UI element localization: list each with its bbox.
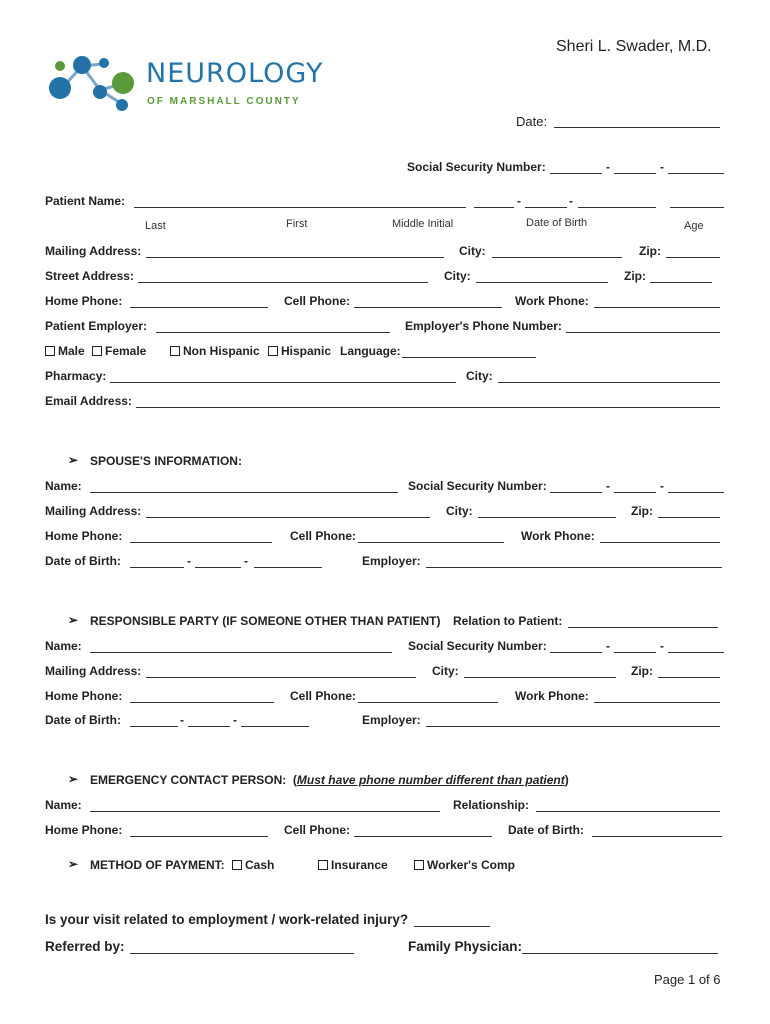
spouse-ssn-2[interactable] <box>614 492 656 493</box>
spouse-employer-field[interactable] <box>426 567 722 568</box>
logo-subtitle: OF MARSHALL COUNTY <box>147 96 301 107</box>
sub-middle: Middle Initial <box>392 218 454 230</box>
emergency-bullet-icon: ➢ <box>68 772 79 786</box>
responsible-city-field[interactable] <box>464 677 616 678</box>
emergency-home-phone-field[interactable] <box>130 836 268 837</box>
ssn-field-1[interactable] <box>550 173 602 174</box>
street-zip-label: Zip: <box>624 269 646 283</box>
spouse-name-label: Name: <box>45 479 82 493</box>
referred-field[interactable] <box>130 953 354 954</box>
spouse-dob-label: Date of Birth: <box>45 554 121 568</box>
insurance-option[interactable]: Insurance <box>318 858 388 872</box>
page-number: Page 1 of 6 <box>654 972 721 987</box>
language-field[interactable] <box>402 357 536 358</box>
cash-option[interactable]: Cash <box>232 858 274 872</box>
pharmacy-label: Pharmacy: <box>45 369 107 383</box>
non-hispanic-checkbox[interactable] <box>170 346 180 356</box>
employer-phone-label: Employer's Phone Number: <box>405 319 562 333</box>
pharmacy-city-field[interactable] <box>498 382 720 383</box>
responsible-ssn-1[interactable] <box>550 652 602 653</box>
non-hispanic-option[interactable]: Non Hispanic <box>170 344 260 358</box>
dob-field-1[interactable] <box>474 207 514 208</box>
emergency-cell-phone-label: Cell Phone: <box>284 823 351 837</box>
responsible-mailing-field[interactable] <box>146 677 416 678</box>
responsible-employer-field[interactable] <box>426 726 720 727</box>
responsible-zip-label: Zip: <box>631 664 653 678</box>
workers-comp-checkbox[interactable] <box>414 860 424 870</box>
pharmacy-field[interactable] <box>110 382 456 383</box>
employer-label: Patient Employer: <box>45 319 148 333</box>
responsible-bullet-icon: ➢ <box>68 613 79 627</box>
spouse-zip-label: Zip: <box>631 504 653 518</box>
responsible-name-field[interactable] <box>90 652 392 653</box>
sub-first: First <box>286 218 308 230</box>
cash-checkbox[interactable] <box>232 860 242 870</box>
responsible-home-phone-label: Home Phone: <box>45 689 123 703</box>
spouse-mailing-field[interactable] <box>146 517 430 518</box>
emergency-note: Must have phone number different than patient <box>296 773 565 787</box>
responsible-cell-phone-field[interactable] <box>358 702 498 703</box>
work-injury-label: Is your visit related to employment / work-related injury? <box>45 912 409 927</box>
sub-age: Age <box>684 220 704 232</box>
email-label: Email Address: <box>45 394 132 408</box>
email-field[interactable] <box>136 407 720 408</box>
dob-field-2[interactable] <box>525 207 567 208</box>
relationship-label: Relationship: <box>453 798 530 812</box>
hispanic-option[interactable]: Hispanic <box>268 344 331 358</box>
spouse-ssn-label: Social Security Number: <box>408 479 547 493</box>
payment-bullet-icon: ➢ <box>68 857 79 871</box>
responsible-dob-3[interactable] <box>241 726 309 727</box>
responsible-city-label: City: <box>432 664 459 678</box>
spouse-ssn-3[interactable] <box>668 492 724 493</box>
female-option[interactable]: Female <box>92 344 146 358</box>
responsible-cell-phone-label: Cell Phone: <box>290 689 357 703</box>
emergency-name-field[interactable] <box>90 811 440 812</box>
responsible-work-phone-label: Work Phone: <box>515 689 589 703</box>
spouse-dob-1[interactable] <box>130 567 184 568</box>
responsible-ssn-3[interactable] <box>668 652 724 653</box>
employer-phone-field[interactable] <box>566 332 720 333</box>
sub-dob: Date of Birth <box>526 217 588 229</box>
street-label: Street Address: <box>45 269 134 283</box>
cell-phone-field[interactable] <box>354 307 502 308</box>
age-field[interactable] <box>670 207 724 208</box>
insurance-checkbox[interactable] <box>318 860 328 870</box>
molecule-icon <box>46 52 141 118</box>
employer-field[interactable] <box>156 332 390 333</box>
mailing-field[interactable] <box>146 257 444 258</box>
zip-label: Zip: <box>639 244 661 258</box>
responsible-zip-field[interactable] <box>658 677 720 678</box>
hispanic-checkbox[interactable] <box>268 346 278 356</box>
spouse-dob-3[interactable] <box>254 567 322 568</box>
spouse-mailing-label: Mailing Address: <box>45 504 142 518</box>
spouse-ssn-1[interactable] <box>550 492 602 493</box>
city-label: City: <box>459 244 486 258</box>
dob-field-3[interactable] <box>578 207 656 208</box>
spouse-title: SPOUSE'S INFORMATION: <box>90 454 242 468</box>
street-zip-field[interactable] <box>650 282 712 283</box>
language-label: Language: <box>340 344 401 358</box>
spouse-home-phone-field[interactable] <box>130 542 272 543</box>
spouse-dob-2[interactable] <box>195 567 241 568</box>
spouse-name-field[interactable] <box>90 492 398 493</box>
date-field[interactable] <box>554 127 720 128</box>
pharmacy-city-label: City: <box>466 369 493 383</box>
emergency-title: EMERGENCY CONTACT PERSON: <box>90 773 287 787</box>
relation-field[interactable] <box>568 627 718 628</box>
date-label: Date: <box>516 114 548 129</box>
payment-title: METHOD OF PAYMENT: <box>90 858 225 872</box>
male-checkbox[interactable] <box>45 346 55 356</box>
responsible-home-phone-field[interactable] <box>130 702 274 703</box>
responsible-mailing-label: Mailing Address: <box>45 664 142 678</box>
emergency-section-header: EMERGENCY CONTACT PERSON: (Must have phone number different than patient) <box>90 773 569 787</box>
spouse-employer-label: Employer: <box>362 554 421 568</box>
spouse-city-field[interactable] <box>478 517 616 518</box>
ssn-label: Social Security Number: <box>407 160 546 174</box>
cell-phone-label: Cell Phone: <box>284 294 351 308</box>
home-phone-field[interactable] <box>130 307 268 308</box>
family-physician-field[interactable] <box>522 953 718 954</box>
spouse-home-phone-label: Home Phone: <box>45 529 123 543</box>
street-field[interactable] <box>138 282 428 283</box>
relation-label: Relation to Patient: <box>453 614 563 628</box>
mailing-label: Mailing Address: <box>45 244 142 258</box>
responsible-dob-1[interactable] <box>130 726 178 727</box>
city-field[interactable] <box>492 257 622 258</box>
patient-name-label: Patient Name: <box>45 194 126 208</box>
responsible-name-label: Name: <box>45 639 82 653</box>
ssn-field-3[interactable] <box>668 173 724 174</box>
spouse-work-phone-field[interactable] <box>600 542 720 543</box>
sub-last: Last <box>145 220 166 232</box>
work-phone-label: Work Phone: <box>515 294 589 308</box>
zip-field[interactable] <box>666 257 720 258</box>
emergency-cell-phone-field[interactable] <box>354 836 492 837</box>
doctor-name: Sheri L. Swader, M.D. <box>556 38 712 55</box>
home-phone-label: Home Phone: <box>45 294 123 308</box>
spouse-city-label: City: <box>446 504 473 518</box>
responsible-ssn-2[interactable] <box>614 652 656 653</box>
street-city-field[interactable] <box>476 282 608 283</box>
spouse-bullet-icon: ➢ <box>68 453 79 467</box>
responsible-work-phone-field[interactable] <box>594 702 720 703</box>
emergency-dob-field[interactable] <box>592 836 722 837</box>
ssn-field-2[interactable] <box>614 173 656 174</box>
spouse-work-phone-label: Work Phone: <box>521 529 595 543</box>
emergency-home-phone-label: Home Phone: <box>45 823 123 837</box>
spouse-cell-phone-field[interactable] <box>358 542 504 543</box>
responsible-dob-label: Date of Birth: <box>45 713 121 727</box>
spouse-zip-field[interactable] <box>658 517 720 518</box>
responsible-title: RESPONSIBLE PARTY (IF SOMEONE OTHER THAN PATIENT) <box>90 614 441 628</box>
logo-title: NEUROLOGY <box>146 58 324 89</box>
female-checkbox[interactable] <box>92 346 102 356</box>
workers-comp-option[interactable]: Worker's Comp <box>414 858 515 872</box>
spouse-cell-phone-label: Cell Phone: <box>290 529 357 543</box>
responsible-dob-2[interactable] <box>188 726 230 727</box>
relationship-field[interactable] <box>536 811 720 812</box>
male-option[interactable]: Male <box>45 344 85 358</box>
work-phone-field[interactable] <box>594 307 720 308</box>
responsible-ssn-label: Social Security Number: <box>408 639 547 653</box>
work-injury-field[interactable] <box>414 926 490 927</box>
family-physician-label: Family Physician: <box>408 939 523 954</box>
responsible-employer-label: Employer: <box>362 713 421 727</box>
emergency-name-label: Name: <box>45 798 82 812</box>
referred-label: Referred by: <box>45 939 125 954</box>
street-city-label: City: <box>444 269 471 283</box>
emergency-dob-label: Date of Birth: <box>508 823 584 837</box>
patient-name-field[interactable] <box>134 207 466 208</box>
